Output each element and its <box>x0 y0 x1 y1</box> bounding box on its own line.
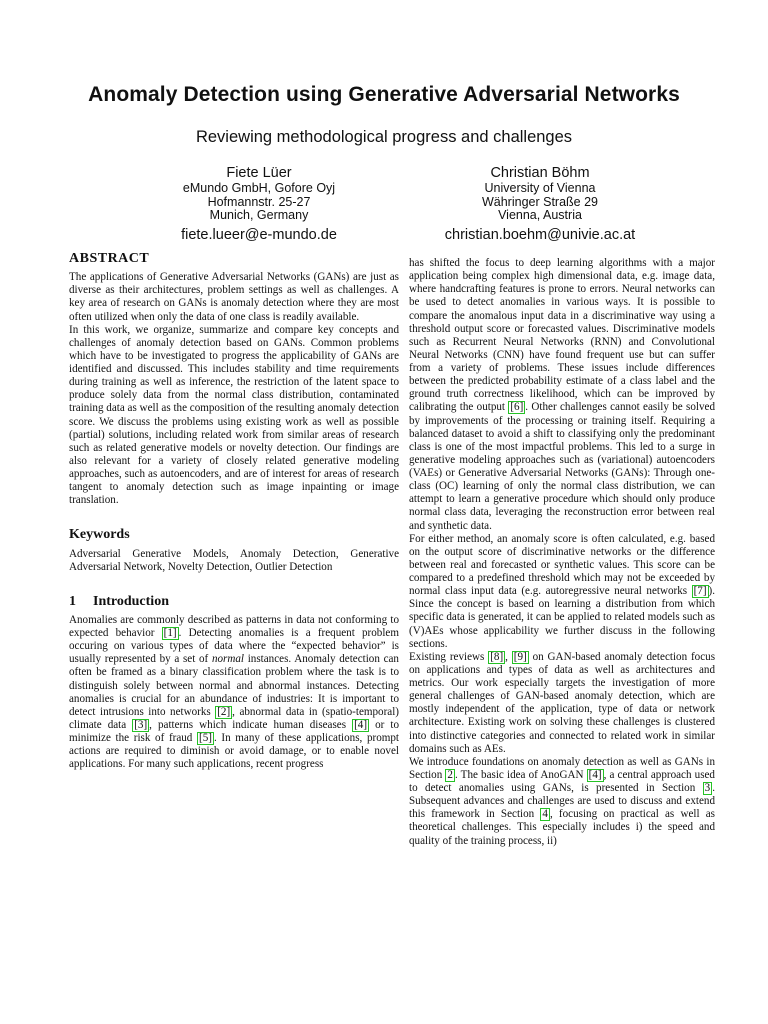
author-affiliation: eMundo GmbH, Gofore Oyj <box>182 181 336 195</box>
section-link[interactable]: 2 <box>447 768 453 781</box>
author-address: Hofmannstr. 25-27 <box>207 194 311 209</box>
body-paragraph-4: We introduce foundations on anomaly detection as well as GANs in Section 2 . The basic idea of AnoGAN [4] , a central approach used to detect anomalies using GANs, is presented in Section 3 . Subsequent advances and challenges are used to discuss and extend this framework in Section 4 , focusing on practical as well as theoretical challenges. This especially includes i) the speed and quality of the training process, ii) <box>409 755 715 847</box>
section-number: 1 <box>69 593 76 609</box>
abstract-heading: ABSTRACT <box>69 251 150 266</box>
author-block-1 <box>154 165 364 244</box>
citation-link[interactable]: [4] <box>354 718 368 731</box>
section-spacer <box>69 507 399 528</box>
left-column <box>69 252 399 771</box>
author-address: Währinger Straße 29 <box>481 194 599 209</box>
intro-paragraph: Anomalies are commonly described as patterns in data not conforming to expected behavior [1] . Detecting anomalies is a frequent problem occuring on various types of data where the “expected behavior” is usually represented by a set of normal instances. Anomaly detection can often be framed as a binary classification problem where the task is to distinguish solely between normal and abnormal instances. Detecting anomalies is crucial for an abundance of industries: It is important to detect intrusions into networks [2] , abnormal data in (spatio-temporal) climate data [3] , patterns which indicate human diseases [4] or to minimize the risk of fraud [5] . In many of these applications, prompt actions are required to diminish or avoid damage, or to enable novel applications. For many such applications, recent progress <box>69 613 399 771</box>
citation-link[interactable]: [5] <box>199 732 212 744</box>
citation-link[interactable]: [4] <box>588 768 602 781</box>
citation-link[interactable]: [9] <box>513 650 527 663</box>
abstract-paragraph-2: In this work, we organize, summarize and compare key concepts and challenges of anomaly detection based on GANs. Common problems which have to be investigated to progress the applicability of GANs are identified and discussed. This includes stability and time requirements during training as well as inference, the restriction of the latent space to produce solely data from the normal class distribution, contaminated training data as well as the composition of the resulting anomaly detection score. We discuss the problems using existing work as well as possible (partial) solutions, including related work from similar areas of research such as related generative models or novelty detection. Our findings are also relevant for a variety of closely related generative modeling approaches, such as autoencoders, and are of interest for areas of research tangent to anomaly detection such as image inpainting or image translation. <box>69 323 399 507</box>
author-name: Christian Böhm <box>490 165 590 181</box>
citation-link[interactable]: [6] <box>510 401 524 414</box>
author-affiliation: University of Vienna <box>484 181 596 195</box>
intro-heading <box>69 595 399 608</box>
author-name: Fiete Lüer <box>226 165 292 181</box>
right-column <box>409 257 715 848</box>
citation-link[interactable]: [7] <box>693 585 707 598</box>
section-link[interactable]: 4 <box>542 808 548 821</box>
abstract-paragraph-1: The applications of Generative Adversarial Networks (GANs) are just as diverse as their architectures, problem settings as well as challenges. A key area of research on GANs is anomaly detection where they are most often utilized when only the data of one class is readily available. <box>69 271 399 323</box>
section-spacer <box>69 574 399 595</box>
body-paragraph-3: Existing reviews [8] , [9] on GAN-based anomaly detection focus on applications and types of data as well as architectures and metrics. Our work especially targets the investigation of more general challenges of GAN-based anomaly detection, which are mostly independent of the application, type of data or network architecture. Existing work on solving these challenges is clustered into distinctive categories and connected to related work in similar domains such as AEs. <box>409 650 716 755</box>
citation-link[interactable]: [2] <box>217 705 231 718</box>
body-paragraph-1: has shifted the focus to deep learning algorithms with a major application being complex high dimensional data, e.g. image data, where handcrafting features is prone to errors. Neural networks can be used to detect anomalies in various ways. It is possible to compare the anomalous input data in a discriminative way using a threshold output score or forecasted values. Discriminative models such as Recurrent Neural Networks (RNN) and Convolutional Neural Networks (CNN) have found frequent use but can suffer from a variety of problems. These issues include differences between the predicted probability estimate of a class label and the ground truth correctness likelihood, which can be improved by calibrating the output [6] . Other challenges cannot easily be solved by improvements of the processing or training itself. Requiring a balanced dataset to avoid a shift to classifying only the predominant class is one of the most impactful problems. This led to a surge in generative modeling approaches such as (variational) autoencoders (VAEs) or Generative Adversarial Networks (GANs): Through one-class (OC) learning of only the normal class distribution, we can attempt to learn a generative procedure which should only produce normal class data, leveraging the reconstruction error between real and synthetic data. <box>409 257 715 532</box>
author-email[interactable]: christian.boehm@univie.ac.at <box>444 226 636 243</box>
section-title: Introduction <box>93 593 169 609</box>
section-link[interactable]: 3 <box>704 782 711 794</box>
citation-link[interactable]: [8] <box>490 650 504 663</box>
author-city: Vienna, Austria <box>498 208 582 222</box>
author-email[interactable]: fiete.lueer@e-mundo.de <box>181 226 337 243</box>
citation-link[interactable]: [3] <box>134 718 148 731</box>
author-city: Munich, Germany <box>209 208 309 222</box>
paper-title: Anomaly Detection using Generative Adversarial Networks <box>88 83 680 106</box>
keywords-text: Adversarial Generative Models, Anomaly Detection, Generative Adversarial Network, Novelty Detection, Outlier Detection <box>69 547 399 573</box>
citation-link[interactable]: [1] <box>163 627 177 639</box>
author-block-2 <box>415 165 665 244</box>
body-paragraph-2: For either method, an anomaly score is often calculated, e.g. based on the output score of discriminative networks or the difference between real and forecasted or synthetic values. This score can be compared to a predefined threshold which may not be exceeded by normal class input data (e.g. autoregressive neural networks [7] ). Since the concept is based on learning a distribution from which specific data is generated, it can be applied to related models such as (V)AEs whose applicability we further discuss in the following sections. <box>409 532 715 650</box>
paper-subtitle: Reviewing methodological progress and challenges <box>195 128 573 146</box>
keywords-heading: Keywords <box>69 527 130 543</box>
